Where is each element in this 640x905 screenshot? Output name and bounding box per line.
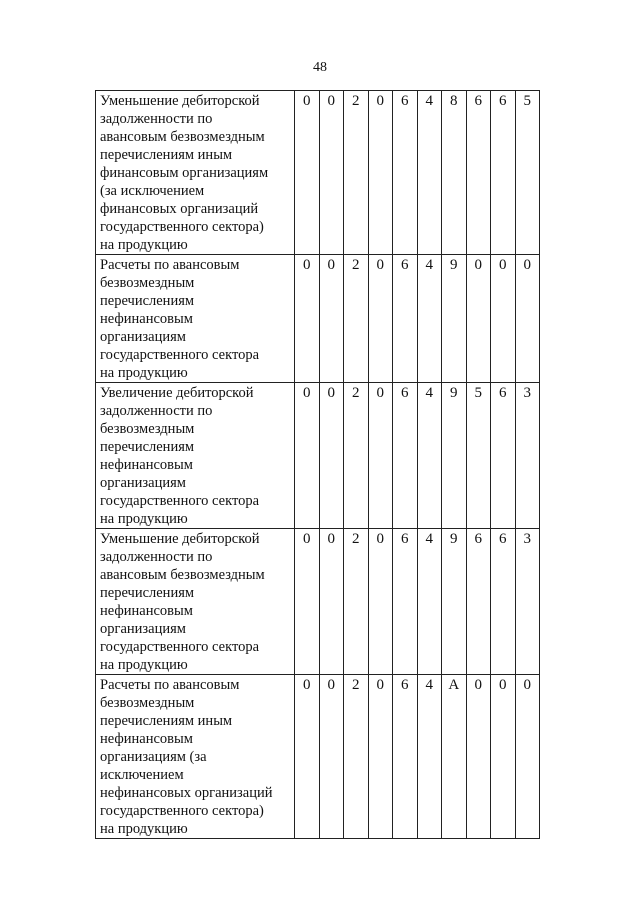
row-description: Расчеты по авансовым безвозмездным перечислениям нефинансовым организациям государственного сектора на продукцию xyxy=(96,255,295,383)
code-digit: 0 xyxy=(319,675,344,839)
code-digit: 0 xyxy=(368,529,393,675)
code-digit: 0 xyxy=(466,675,491,839)
code-digit: 6 xyxy=(491,529,516,675)
row-description: Уменьшение дебиторской задолженности по авансовым безвозмездным перечислениям иным финансовым организациям (за исключением финансовых организаций государственного сектора) на продукцию xyxy=(96,91,295,255)
code-digit: 9 xyxy=(442,529,467,675)
code-digit: 3 xyxy=(515,383,540,529)
page-number: 48 xyxy=(313,60,327,75)
code-digit: 2 xyxy=(344,91,369,255)
account-codes-table xyxy=(95,90,540,839)
code-digit: 2 xyxy=(344,675,369,839)
code-digit: 0 xyxy=(466,255,491,383)
code-digit: 5 xyxy=(515,91,540,255)
code-digit: 0 xyxy=(491,255,516,383)
table-row xyxy=(96,675,540,839)
code-digit: 0 xyxy=(368,255,393,383)
code-digit: 0 xyxy=(515,675,540,839)
code-digit: 4 xyxy=(417,529,442,675)
code-digit: 6 xyxy=(393,529,418,675)
code-digit: 6 xyxy=(393,255,418,383)
row-description: Расчеты по авансовым безвозмездным перечислениям иным нефинансовым организациям (за исключением нефинансовых организаций государственного сектора) на продукцию xyxy=(96,675,295,839)
code-digit: 2 xyxy=(344,383,369,529)
code-digit: 0 xyxy=(368,383,393,529)
code-digit: 2 xyxy=(344,255,369,383)
code-digit: 0 xyxy=(295,255,320,383)
code-digit: 0 xyxy=(368,675,393,839)
code-digit: 9 xyxy=(442,255,467,383)
code-digit: 0 xyxy=(319,91,344,255)
code-digit: 6 xyxy=(393,675,418,839)
code-digit: 6 xyxy=(466,91,491,255)
code-digit: 4 xyxy=(417,91,442,255)
code-digit: 2 xyxy=(344,529,369,675)
code-digit: 0 xyxy=(295,91,320,255)
table-row xyxy=(96,383,540,529)
code-digit: 0 xyxy=(368,91,393,255)
table-row xyxy=(96,91,540,255)
code-digit: 4 xyxy=(417,255,442,383)
code-digit: 0 xyxy=(319,255,344,383)
code-digit: A xyxy=(442,675,467,839)
row-description: Уменьшение дебиторской задолженности по авансовым безвозмездным перечислениям нефинансовым организациям государственного сектора на продукцию xyxy=(96,529,295,675)
code-digit: 6 xyxy=(466,529,491,675)
row-description: Увеличение дебиторской задолженности по безвозмездным перечислениям нефинансовым организациям государственного сектора на продукцию xyxy=(96,383,295,529)
code-digit: 0 xyxy=(491,675,516,839)
code-digit: 6 xyxy=(491,383,516,529)
code-digit: 5 xyxy=(466,383,491,529)
code-digit: 8 xyxy=(442,91,467,255)
code-digit: 0 xyxy=(515,255,540,383)
code-digit: 4 xyxy=(417,675,442,839)
code-digit: 6 xyxy=(393,91,418,255)
code-digit: 0 xyxy=(319,383,344,529)
code-digit: 3 xyxy=(515,529,540,675)
code-digit: 9 xyxy=(442,383,467,529)
code-digit: 4 xyxy=(417,383,442,529)
table-row xyxy=(96,255,540,383)
code-digit: 6 xyxy=(393,383,418,529)
code-digit: 0 xyxy=(295,675,320,839)
table-row xyxy=(96,529,540,675)
code-digit: 6 xyxy=(491,91,516,255)
code-digit: 0 xyxy=(295,529,320,675)
code-digit: 0 xyxy=(319,529,344,675)
code-digit: 0 xyxy=(295,383,320,529)
